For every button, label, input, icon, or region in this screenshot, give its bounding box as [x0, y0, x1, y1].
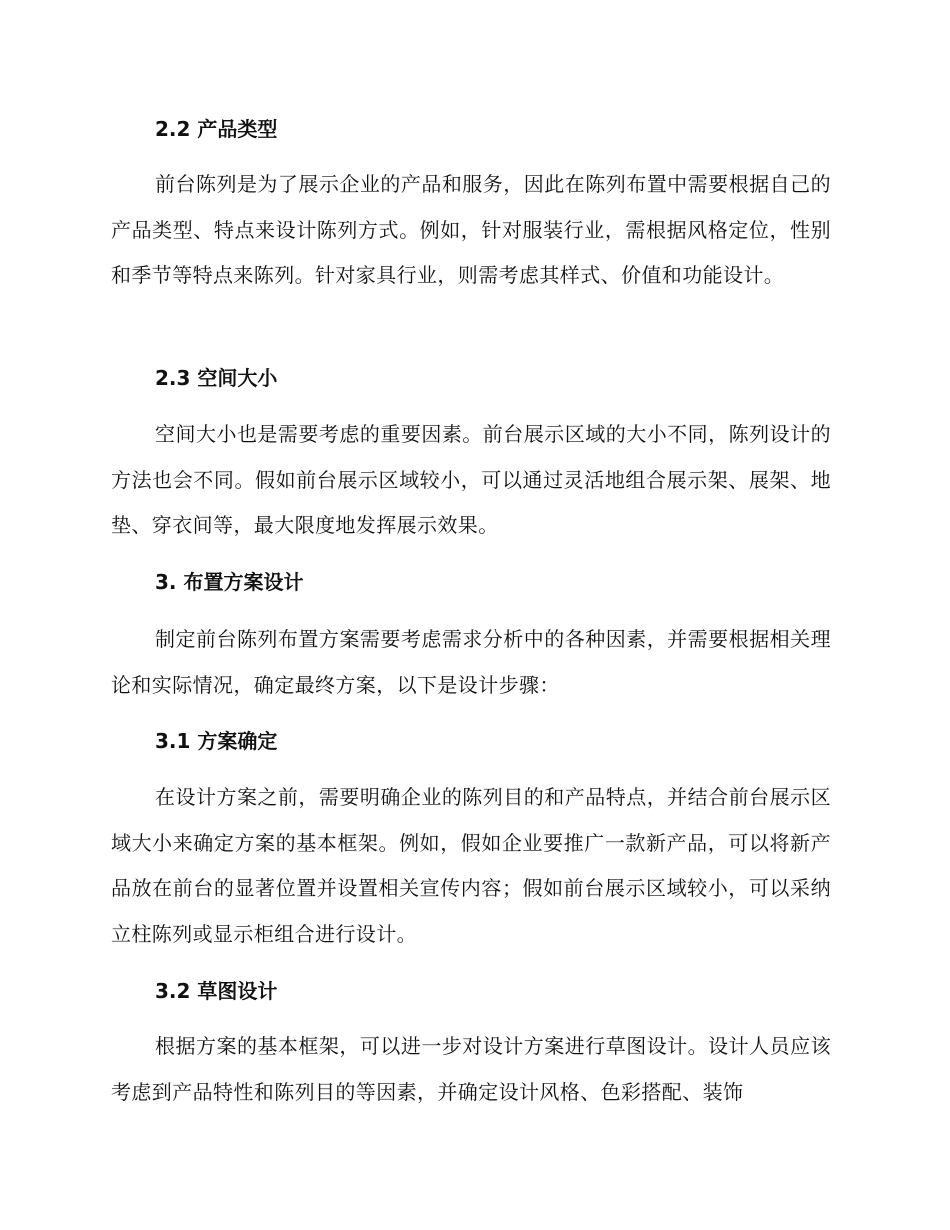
- section-heading-3-1: 3.1 方案确定: [155, 729, 278, 753]
- section-paragraph-2-3: 空间大小也是需要考虑的重要因素。前台展示区域的大小不同，陈列设计的方法也会不同。假如前台展示区域较小，可以通过灵活地组合展示架、展架、地垫、穿衣间等，最大限度地发挥展示效果。: [111, 422, 831, 537]
- section-heading-3: 3. 布置方案设计: [155, 570, 304, 594]
- section-heading-3-2: 3.2 草图设计: [155, 979, 278, 1003]
- section-paragraph-2-2: 前台陈列是为了展示企业的产品和服务，因此在陈列布置中需要根据自己的产品类型、特点来设计陈列方式。例如，针对服装行业，需根据风格定位，性别和季节等特点来陈列。针对家具行业，则需考虑其样式、价值和功能设计。: [111, 172, 831, 287]
- section-heading-2-3: 2.3 空间大小: [155, 366, 278, 390]
- section-paragraph-3-2: 根据方案的基本框架，可以进一步对设计方案进行草图设计。设计人员应该考虑到产品特性和陈列目的等因素，并确定设计风格、色彩搭配、装饰: [111, 1034, 831, 1104]
- section-paragraph-3: 制定前台陈列布置方案需要考虑需求分析中的各种因素，并需要根据相关理论和实际情况，确定最终方案，以下是设计步骤：: [111, 627, 831, 697]
- section-heading-2-2: 2.2 产品类型: [155, 117, 278, 141]
- section-paragraph-3-1: 在设计方案之前，需要明确企业的陈列目的和产品特点，并结合前台展示区域大小来确定方案的基本框架。例如，假如企业要推广一款新产品，可以将新产品放在前台的显著位置并设置相关宣传内容；假如前台展示区域较小，可以采纳立柱陈列或显示柜组合进行设计。: [111, 785, 831, 946]
